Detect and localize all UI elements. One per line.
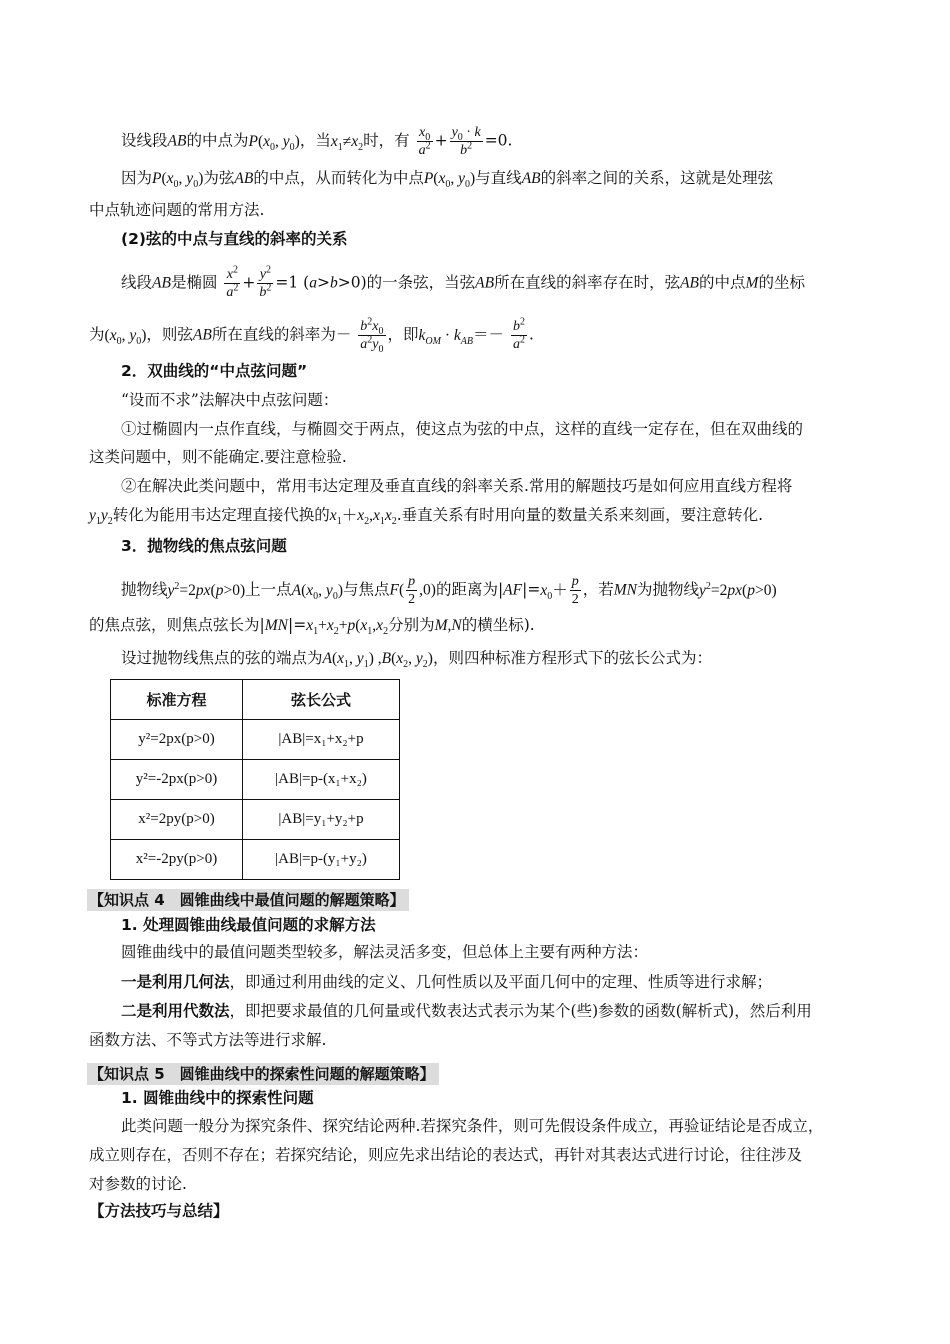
table-cell: x²=-2py(p>0) bbox=[111, 840, 243, 880]
text: 与直线 bbox=[475, 169, 522, 187]
table-row bbox=[111, 720, 400, 760]
table-row bbox=[111, 800, 400, 840]
text: 的距离为| bbox=[435, 580, 504, 599]
fraction: $\frac{b^2}{a^2}$ bbox=[512, 316, 525, 352]
text: AB bbox=[234, 170, 254, 187]
text: >0)的一条弦，当弦 bbox=[337, 273, 476, 292]
text: 为抛物线 bbox=[637, 580, 700, 599]
para-chord-length: 设过抛物线焦点的弦的端点为$A(x_1$, $y_1$) $,B(x_2$, $y_2$)，则四种标准方程形式下的弦长公式为： bbox=[121, 649, 712, 671]
section-heading: (2)弦的中点与直线的斜率的关系 bbox=[121, 230, 348, 248]
section-heading: 1. 圆锥曲线中的探索性问题 bbox=[121, 1089, 314, 1107]
text: > bbox=[316, 273, 330, 292]
fraction: $\frac{b^2x_0}{a^2y_0}$ bbox=[360, 316, 384, 355]
chord-length-table bbox=[110, 679, 400, 880]
text: ，即把要求最值的几何量或代数表达式表示为某个(些)参数的函数(解析式)，然后利用 bbox=[229, 1002, 812, 1020]
table-cell: |AB|=x₁+x₂+p bbox=[243, 720, 400, 760]
text: ，则弦 bbox=[146, 325, 193, 344]
text: AB bbox=[192, 326, 212, 344]
text: 与焦点 bbox=[342, 580, 390, 599]
text: 的中点，从而转化为中点 bbox=[253, 169, 424, 187]
text: 的中点为 bbox=[186, 131, 249, 150]
paragraph: 成立则存在，否则不存在；若探究结论，则应先求出结论的表达式，再针对其表达式进行讨论，往往涉及 bbox=[89, 1146, 803, 1164]
para-midpoint-reason-cont: 中点轨迹问题的常用方法. bbox=[89, 201, 265, 219]
section-heading: 3．抛物线的焦点弦问题 bbox=[121, 537, 287, 555]
text: 的斜率之间的关系，这就是处理弦 bbox=[540, 169, 774, 187]
fraction: $\frac{y_0 \cdot k}{b^2}$ bbox=[451, 125, 481, 158]
text: 所在直线的斜率为－ bbox=[211, 325, 352, 344]
text: 设过抛物线焦点的弦的端点为 bbox=[121, 649, 323, 667]
text: 因为 bbox=[121, 169, 153, 187]
text: AB bbox=[680, 274, 700, 292]
text: 二是利用代数法 bbox=[121, 1002, 230, 1020]
text: 一是利用几何法 bbox=[121, 973, 230, 991]
text: . bbox=[528, 325, 534, 344]
text: ，则四种标准方程形式下的弦长公式为： bbox=[432, 649, 712, 667]
para-point-2: ②在解决此类问题中，常用韦达定理及垂直直线的斜率关系.常用的解题技巧是如何应用直线方程将 bbox=[121, 477, 793, 495]
formula: $x_1\ne x_2$ bbox=[330, 132, 364, 153]
para-method: “设而不求”法解决中点弦问题： bbox=[121, 391, 339, 409]
text: 线段 bbox=[121, 273, 153, 292]
text: 设线段 bbox=[121, 131, 168, 150]
table-cell: |AB|=p-(x₁+x₂) bbox=[243, 760, 400, 800]
summary-heading: 【方法技巧与总结】 bbox=[89, 1202, 229, 1220]
table-cell: |AB|=p-(y₁+y₂) bbox=[243, 840, 400, 880]
section-heading: 2．双曲线的“中点弦问题” bbox=[121, 362, 308, 380]
text: 为弦 bbox=[203, 169, 235, 187]
section-heading: 1. 处理圆锥曲线最值问题的求解方法 bbox=[121, 916, 376, 934]
paragraph: 函数方法、不等式方法等进行求解. bbox=[89, 1031, 327, 1049]
paragraph: 对参数的讨论. bbox=[89, 1175, 187, 1193]
formula: $P(x_0$, $y_0$) bbox=[423, 170, 476, 191]
text: 分别为 bbox=[388, 616, 435, 634]
text: 转化为能用韦达定理直接代换的 bbox=[112, 506, 330, 524]
text: ，当 bbox=[299, 131, 331, 150]
table-cell: x²=2py(p>0) bbox=[111, 800, 243, 840]
text: AB bbox=[521, 170, 541, 187]
text: 时，有 bbox=[363, 131, 410, 150]
table-cell: |AB|=y₁+y₂+p bbox=[243, 800, 400, 840]
table-row bbox=[111, 760, 400, 800]
fraction: $\frac{p}{2}$ bbox=[408, 574, 416, 607]
para-ellipse-chord-cont: 为($x_0$, $y_0$)，则弦AB所在直线的斜率为－ $\frac{b^2x_0}{a^2y_0}$ ，即$k_{OM} \cdot k_{AB}=-$ $\frac{b^2}{a^2}$ . bbox=[89, 316, 534, 355]
text: ，即 bbox=[387, 325, 419, 344]
para-point-1: ①过椭圆内一点作直线，与椭圆交于两点，使这点为弦的中点，这样的直线一定存在，但在双曲线的 bbox=[121, 420, 804, 438]
table-header: 标准方程 bbox=[111, 680, 243, 720]
text: |= bbox=[287, 616, 307, 634]
formula: $P(x_0$, $y_0$) bbox=[152, 170, 204, 191]
text: ＝－ bbox=[473, 325, 505, 344]
knowledge-point-5-title: 【知识点 5 圆锥曲线中的探索性问题的解题策略】 bbox=[87, 1063, 439, 1085]
table-row bbox=[111, 840, 400, 880]
knowledge-point-4-title: 【知识点 4 圆锥曲线中最值问题的解题策略】 bbox=[87, 889, 409, 911]
text: 的横坐标). bbox=[461, 616, 535, 634]
fraction: $\frac{y^2}{b^2}$ bbox=[259, 264, 272, 300]
table-header-row bbox=[111, 680, 400, 720]
text: =1 ( bbox=[275, 273, 310, 292]
text: 所在直线的斜率存在时，弦 bbox=[494, 273, 681, 292]
fraction: $\frac{p}{2}$ bbox=[571, 574, 579, 607]
table-cell: y²=-2px(p>0) bbox=[111, 760, 243, 800]
para-point-2-cont: $y_1y_2$转化为能用韦达定理直接代换的$x_1+x_2,x_1x_2$.垂直关系有时用向量的数量关系来刻画，要注意转化. bbox=[89, 506, 764, 528]
fraction: $\frac{x^2}{a^2}$ bbox=[226, 264, 239, 300]
text: AB bbox=[152, 274, 171, 292]
para-parabola-focus: 抛物线$y^2=2px(p>0)$上一点$A(x_0$, $y_0$)与焦点F( $\frac{p}{2}$ ,0)的距离为$|AF|=x_0+$ $\frac{p}{2}$ ，若MN为抛物线$y^2=2px(p>0)$ bbox=[121, 574, 777, 607]
para-parabola-focus-cont: 的焦点弦，则焦点弦长为$|MN|=x_1+x_2+p(x_1,x_2$分别为M,N的横坐标). bbox=[89, 616, 535, 638]
paragraph: 此类问题一般分为探究条件、探究结论两种.若探究条件，则可先假设条件成立，再验证结论是否成立， bbox=[121, 1117, 824, 1135]
text: AB bbox=[475, 274, 495, 292]
text: ，若 bbox=[582, 580, 614, 599]
text: ，即通过利用曲线的定义、几何性质以及平面几何中的定理、性质等进行求解； bbox=[229, 973, 773, 991]
text: .垂直关系有时用向量的数量关系来刻画，要注意转化. bbox=[396, 506, 764, 524]
table-header: 弦长公式 bbox=[243, 680, 400, 720]
text: 的中点 bbox=[699, 273, 746, 292]
table-cell: y²=2px(p>0) bbox=[111, 720, 243, 760]
text: 的坐标 bbox=[758, 273, 805, 292]
text: 是椭圆 bbox=[170, 273, 218, 292]
paragraph: 圆锥曲线中的最值问题类型较多，解法灵活多变，但总体上主要有两种方法： bbox=[121, 943, 649, 961]
text: 的焦点弦，则焦点弦长为| bbox=[89, 616, 265, 634]
text: 为 bbox=[89, 325, 105, 344]
formula: $P(x_0$, $y_0$) bbox=[248, 132, 300, 153]
para-point-1-cont: 这类问题中，则不能确定.要注意检验. bbox=[89, 448, 347, 466]
fraction: $\frac{x_0}{a^2}$ bbox=[418, 125, 431, 158]
para-midpoint-reason bbox=[121, 167, 773, 190]
text: 抛物线 bbox=[121, 580, 168, 599]
text: |= bbox=[522, 580, 541, 599]
text: 上一点 bbox=[245, 580, 292, 599]
paragraph bbox=[121, 971, 772, 993]
para-ellipse-chord: 线段AB是椭圆 $\frac{x^2}{a^2}$ + $\frac{y^2}{b^2}$ =1 (a>b>0)的一条弦，当弦AB所在直线的斜率存在时，弦AB的中点M的坐标 bbox=[121, 264, 805, 300]
text: AB bbox=[167, 132, 187, 150]
para-midpoint-def: 设线段AB的中点为$P(x_0$, $y_0$)，当$x_1\ne x_2$时，有 $\frac{x_0}{a^2}$ + $\frac{y_0 \cdot k}{b^2}$ =0. bbox=[121, 125, 513, 158]
text: =0. bbox=[484, 131, 513, 150]
paragraph bbox=[121, 1000, 812, 1022]
